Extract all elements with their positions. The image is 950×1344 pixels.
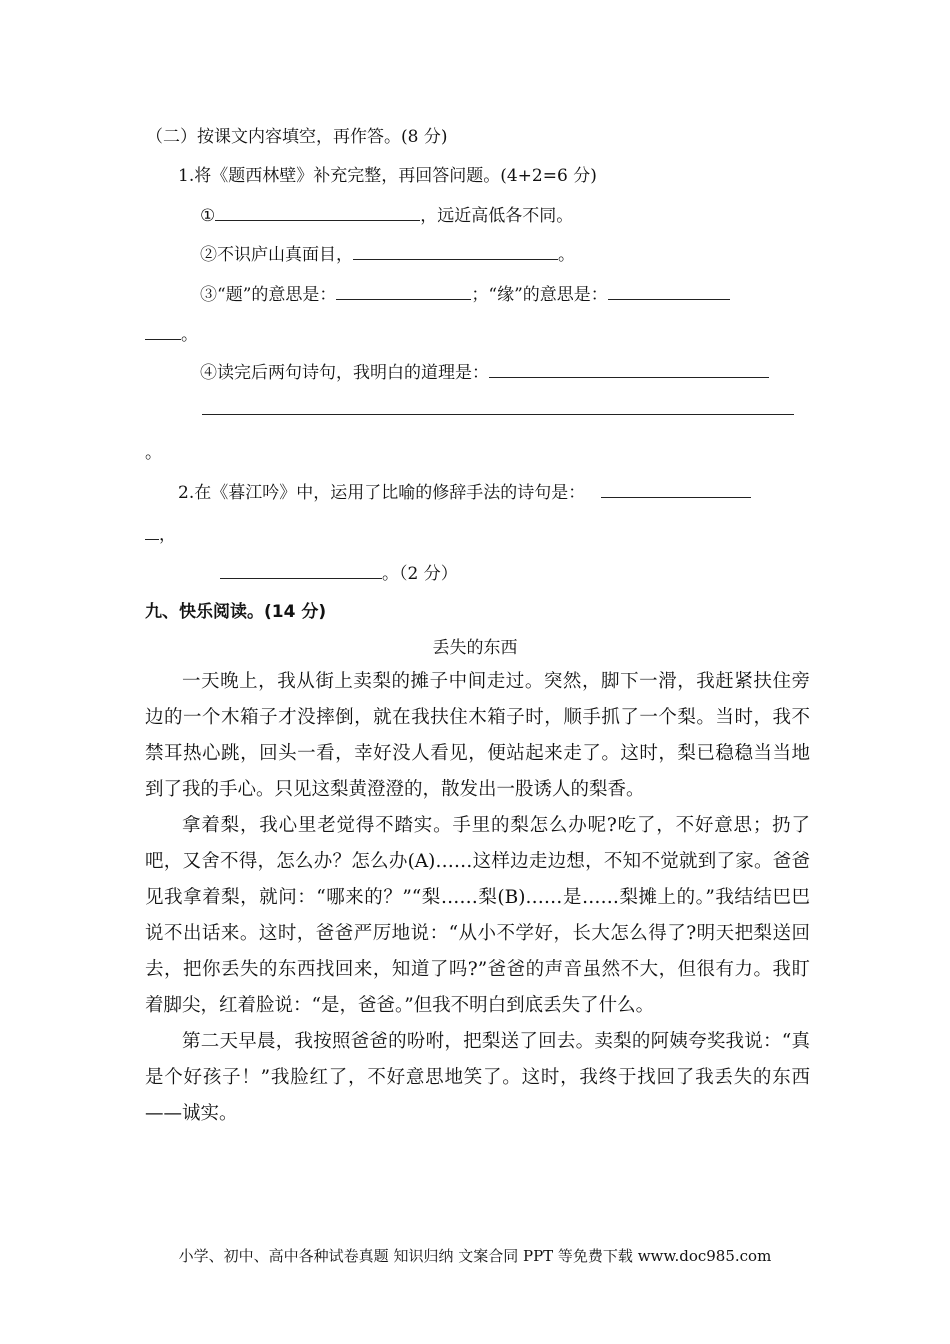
q2-cont xyxy=(145,522,176,547)
q1-line-3 xyxy=(200,282,730,307)
q2-prompt-text: 2.在《暮江吟》中，运用了比喻的修辞手法的诗句是： xyxy=(178,483,586,503)
answer-blank-7[interactable] xyxy=(601,480,751,498)
line1-suffix: ，远近高低各不同。 xyxy=(420,206,574,226)
line3-end: 。 xyxy=(181,325,198,345)
story-paragraph-1: 一天晚上，我从街上卖梨的摊子中间走过。突然，脚下一滑，我赶紧扶住旁边的一个木箱子才没摔倒，就在我扶住木箱子时，顺手抓了一个梨。当时，我不禁耳热心跳，回头一看，幸好没人看见，便站起来走了。这时，梨已稳稳当当地到了我的手心。只见这梨黄澄澄的，散发出一股诱人的梨香。 xyxy=(145,671,810,800)
line2-suffix: 。 xyxy=(558,245,575,265)
line4-prefix: ④读完后两句诗句，我明白的道理是： xyxy=(200,363,489,383)
line2-prefix: ②不识庐山真面目， xyxy=(200,245,353,265)
page-footer: 小学、初中、高中各种试卷真题 知识归纳 文案合同 PPT 等免费下载 www.doc985.com xyxy=(178,1247,772,1265)
q2-comma: ， xyxy=(159,525,176,545)
answer-blank-3[interactable] xyxy=(336,282,471,300)
answer-blank-2[interactable] xyxy=(353,242,558,260)
story-paragraph-3: 第二天早晨，我按照爸爸的吩咐，把梨送了回去。卖梨的阿姨夸奖我说：“真是个好孩子！”我脸红了，不好意思地笑了。这时，我终于找回了我丢失的东西——诚实。 xyxy=(145,1031,810,1124)
story-title: 丢失的东西 xyxy=(432,638,518,658)
q2-line-2 xyxy=(220,561,458,586)
answer-blank-6[interactable] xyxy=(202,414,794,415)
answer-blank-8[interactable] xyxy=(220,561,382,579)
q2-end: 。（2 分） xyxy=(382,564,458,584)
answer-blank-4-cont[interactable] xyxy=(145,322,181,340)
line3-mid: ；“缘”的意思是： xyxy=(471,285,608,305)
story-paragraph-2: 拿着梨，我心里老觉得不踏实。手里的梨怎么办呢?吃了，不好意思；扔了吧，又舍不得，怎么办？怎么办(A)……这样边走边想，不知不觉就到了家。爸爸见我拿着梨，就问：“哪来的？”“梨……梨(B)……是……梨摊上的。”我结结巴巴说不出话来。这时，爸爸严厉地说：“从小不学好，长大怎么得了?明天把梨送回去，把你丢失的东西找回来，知道了吗?”爸爸的声音虽然不大，但很有力。我盯着脚尖，红着脸说：“是，爸爸。”但我不明白到底丢失了什么。 xyxy=(145,815,810,1016)
reading-section-heading: 九、快乐阅读。(14 分) xyxy=(145,602,327,622)
question-2-prompt xyxy=(178,480,751,505)
answer-blank-5[interactable] xyxy=(489,360,769,378)
q1-line-2 xyxy=(200,242,575,267)
question-1-prompt: 1.将《题西林壁》补充完整，再回答问题。(4+2=6 分) xyxy=(178,166,597,186)
line1-prefix: ① xyxy=(200,206,216,226)
q1-line-4-end: 。 xyxy=(145,443,162,463)
answer-blank-4[interactable] xyxy=(608,282,730,300)
section-heading: （二）按课文内容填空，再作答。(8 分) xyxy=(146,127,448,147)
q1-line-1 xyxy=(200,203,573,228)
q1-line-4 xyxy=(200,360,769,385)
answer-blank-1[interactable] xyxy=(215,203,420,221)
line3-prefix: ③“题”的意思是： xyxy=(200,285,337,305)
q1-line-3-cont xyxy=(145,322,198,347)
answer-blank-7-cont[interactable] xyxy=(145,522,159,540)
